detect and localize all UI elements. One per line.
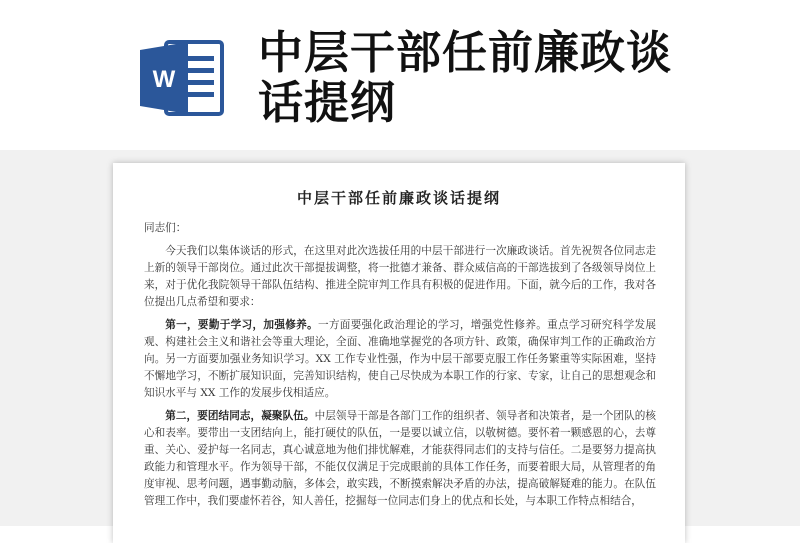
section-2-text: 中层领导干部是各部门工作的组织者、领导者和决策者，是一个团队的核心和表率。要带出一支团结向上，能打硬仗的队伍，一是要以诚立信，以敬树德。要怀着一颗感恩的心，去尊重、关心、爱护每一名同志，真心诚意地为他们排忧解难，才能获得同志们的支持与信任。二是要努力提高执政能力和管理水平。作为领导干部，不能仅仅满足于完成眼前的具体工作任务，而要着眼大局，从管理者的角度审视、思考问题，遇事勤动脑，多体会，敢实践，不断摸索解决矛盾的办法，提高破解疑难的能力。在队伍管理工作中，我们要虚怀若谷，知人善任，挖掘每一位同志们身上的优点和长处，与本职工作特点相结合， (144, 410, 657, 507)
section-1-paragraph (144, 317, 656, 402)
word-icon-letter: W (152, 66, 176, 93)
intro-paragraph: 今天我们以集体谈话的形式，在这里对此次选拔任用的中层干部进行一次廉政谈话。首先祝贺各位同志走上新的领导干部岗位。通过此次干部提拔调整，将一批德才兼备、群众威信高的干部选拔到了各级领导岗位上来，对于优化我院领导干部队伍结构、推进全院审判工作具有积极的促进作用。下面，就今后的工作，我对各位提出几点希望和要求： (144, 245, 656, 308)
salutation: 同志们： (144, 222, 187, 234)
document-page (113, 163, 685, 543)
section-1-text: 一方面要强化政治理论的学习，增强党性修养。重点学习研究科学发展观、构建社会主义和谐社会等重大理论，全面、准确地掌握党的各项方针、政策，确保审判工作的正确政治方向。另一方面要加强业务知识学习。XX 工作专业性强，作为中层干部要克服工作任务繁重等实际困难，坚持不懈地学习，不断扩展知识面，完善知识结构，使自己尽快成为本职工作的行家、专家，让自己的思想观念和知识水平与 XX 工作的发展步伐相适应。 (144, 319, 656, 399)
banner-title: 中层干部任前廉政谈话提纲 (258, 26, 673, 129)
word-document-icon (138, 38, 226, 118)
document-body (144, 220, 656, 516)
section-1-heading: 第一，要勤于学习，加强修养。 (165, 319, 318, 331)
document-title: 中层干部任前廉政谈话提纲 (296, 189, 501, 207)
section-2-paragraph (144, 408, 656, 510)
header-banner (0, 0, 800, 160)
section-2-heading: 第二，要团结同志，凝聚队伍。 (165, 410, 315, 422)
